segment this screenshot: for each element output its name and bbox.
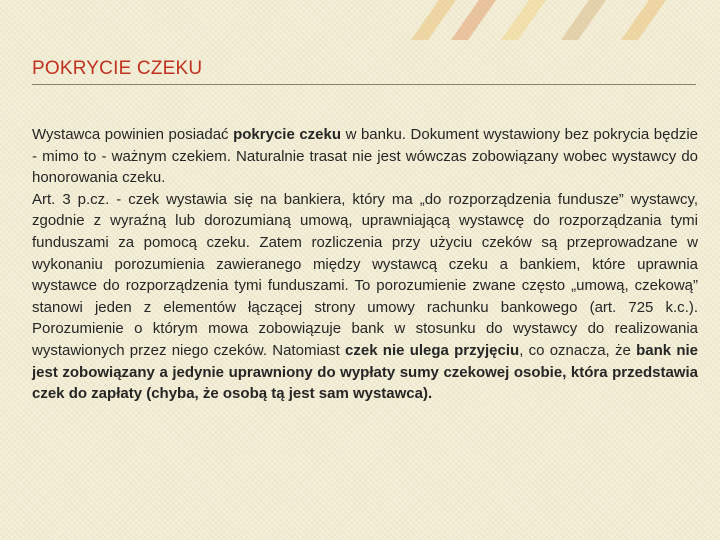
decorative-top-stripes (0, 0, 720, 40)
text-run: Art. 3 p.cz. - czek wystawia się na bankiera, który ma „do rozporządzenia fundusze” wystawcy, zgodnie z wyraźną lub dorozumianą umową, uprawniającą wystawcę do rozporządzania tymi funduszami za pomocą czeku. Zatem rozliczenia przy użyciu czeków są przeprowadzane w wykonaniu porozumienia zawieranego między wystawcą czeku a bankiem, które uprawnia wystawce do rozporządzenia tymi funduszami. To porozumienie zwane często „umową, czekową” stanowi jeden z elementów łączącej strony umowy rachunku bankowego (art. 725 k.c.). Porozumienie o którym mowa zobowiązuje bank w stosunku do wystawcy do realizowania wystawionych przez niego czeków. Natomiast (32, 190, 698, 359)
text-run: Wystawca powinien posiadać (32, 126, 234, 143)
text-run: w banku. Dokument wystawiony bez pokrycia będzie - mimo to - ważnym czekiem. Naturalnie trasat nie jest wówczas zobowiązany wobec wystawcy do honorowania czeku. (32, 126, 698, 187)
text-run: , co oznacza, że (519, 341, 637, 359)
slide-title: POKRYCIE CZEKU (32, 58, 203, 79)
bold-text-run: bank nie jest zobowiązany a jedynie uprawniony do wypłaty sumy czekowej osobie, która przedstawia czek do zapłaty (chyba, że osobą tą jest sam wystawca). (32, 341, 699, 403)
title-underline (32, 84, 696, 85)
bold-text-run: czek nie ulega przyjęciu (345, 341, 520, 359)
paragraph-2 (32, 189, 698, 405)
bold-text-run: pokrycie czeku (233, 126, 342, 143)
paragraph-1 (32, 124, 698, 189)
slide-body (32, 124, 698, 405)
